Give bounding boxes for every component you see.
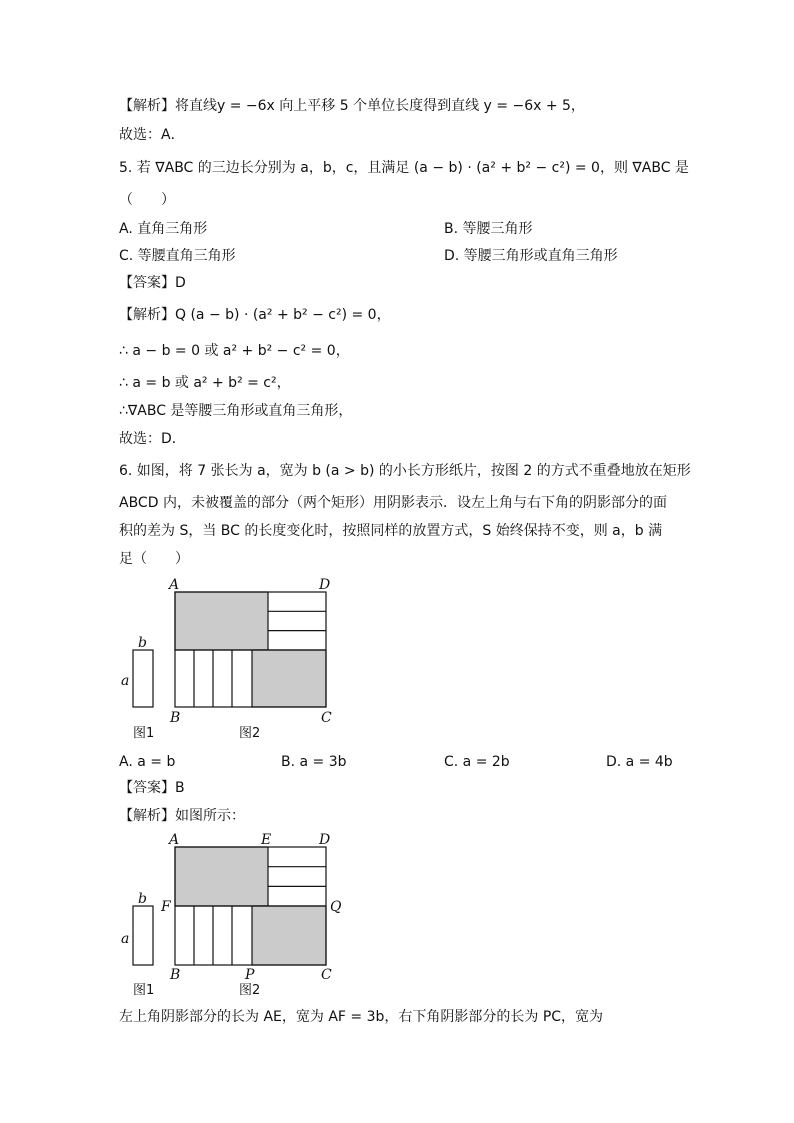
q5-answer: 【答案】D <box>119 275 186 291</box>
q6-solution-last: 左上角阴影部分的长为 AE，宽为 AF = 3b，右下角阴影部分的长为 PC，宽为 <box>119 1009 604 1025</box>
q5-option-d: D. 等腰三角形或直角三角形 <box>444 248 618 264</box>
q5-solution-3: ∴ a = b 或 a² + b² = c²， <box>119 375 291 391</box>
q5-solution-2: ∴ a − b = 0 或 a² + b² − c² = 0， <box>119 343 350 359</box>
question-6-stem-3: 积的差为 S，当 BC 的长度变化时，按照同样的放置方式，S 始终保持不变，则 a，b 满 <box>119 523 663 539</box>
question-6-stem-2: ABCD 内，未被覆盖的部分（两个矩形）用阴影表示．设左上角与右下角的阴影部分的面 <box>119 495 667 511</box>
shade-top-left <box>175 592 268 650</box>
small-rect-fig1 <box>133 906 153 965</box>
label-b: b <box>138 891 147 907</box>
caption-fig2: 图2 <box>239 726 261 741</box>
label-P: P <box>245 967 255 983</box>
small-rect-fig1 <box>133 650 153 707</box>
label-D: D <box>319 577 331 593</box>
question-5-stem: 5. 若 ∇ABC 的三边长分别为 a，b，c，且满足 (a − b) · (a² + b² − c²) = 0，则 ∇ABC 是 <box>119 160 689 176</box>
label-b: b <box>138 635 147 651</box>
q6-option-c: C. a = 2b <box>444 754 510 770</box>
label-a: a <box>121 931 130 947</box>
label-E: E <box>261 832 272 848</box>
question-5-paren: （ ） <box>119 192 175 208</box>
shade-bottom-right <box>252 650 326 707</box>
q6-solution-intro: 【解析】如图所示： <box>119 808 245 824</box>
q6-option-d: D. a = 4b <box>606 754 673 770</box>
label-B: B <box>170 967 181 983</box>
shade-top-left <box>175 847 268 906</box>
q6-option-a: A. a = b <box>119 754 176 770</box>
q6-option-b: B. a = 3b <box>281 754 347 770</box>
label-a: a <box>121 673 130 689</box>
shade-bottom-right <box>252 906 326 965</box>
q5-option-a: A. 直角三角形 <box>119 221 208 237</box>
label-D: D <box>319 832 331 848</box>
caption-fig1: 图1 <box>133 983 155 998</box>
figure-question-6 <box>115 572 355 742</box>
label-C: C <box>321 710 332 726</box>
q5-solution-1: 【解析】Q (a − b) · (a² + b² − c²) = 0， <box>119 307 391 323</box>
question-6-stem-1: 6. 如图，将 7 张长为 a，宽为 b (a > b) 的小长方形纸片，按图 2 的方式不重叠地放在矩形 <box>119 463 691 479</box>
question-6-stem-4: 足（ ） <box>119 551 189 567</box>
label-A: A <box>169 577 180 593</box>
label-C: C <box>321 967 332 983</box>
caption-fig1: 图1 <box>133 726 155 741</box>
label-B: B <box>170 710 181 726</box>
q5-solution-5: 故选：D． <box>119 431 186 447</box>
q5-option-b: B. 等腰三角形 <box>444 221 533 237</box>
label-A: A <box>169 832 180 848</box>
answer-choice-line-4: 故选：A． <box>119 127 185 143</box>
figure-solution-6 <box>115 828 365 998</box>
solution-line-4: 【解析】将直线y = −6x 向上平移 5 个单位长度得到直线 y = −6x + 5， <box>119 98 585 114</box>
q5-solution-4: ∴∇ABC 是等腰三角形或直角三角形， <box>119 403 353 419</box>
q5-option-c: C. 等腰直角三角形 <box>119 248 236 264</box>
label-Q: Q <box>330 899 342 915</box>
label-F: F <box>161 899 171 915</box>
q6-answer: 【答案】B <box>119 780 185 796</box>
caption-fig2: 图2 <box>239 983 261 998</box>
